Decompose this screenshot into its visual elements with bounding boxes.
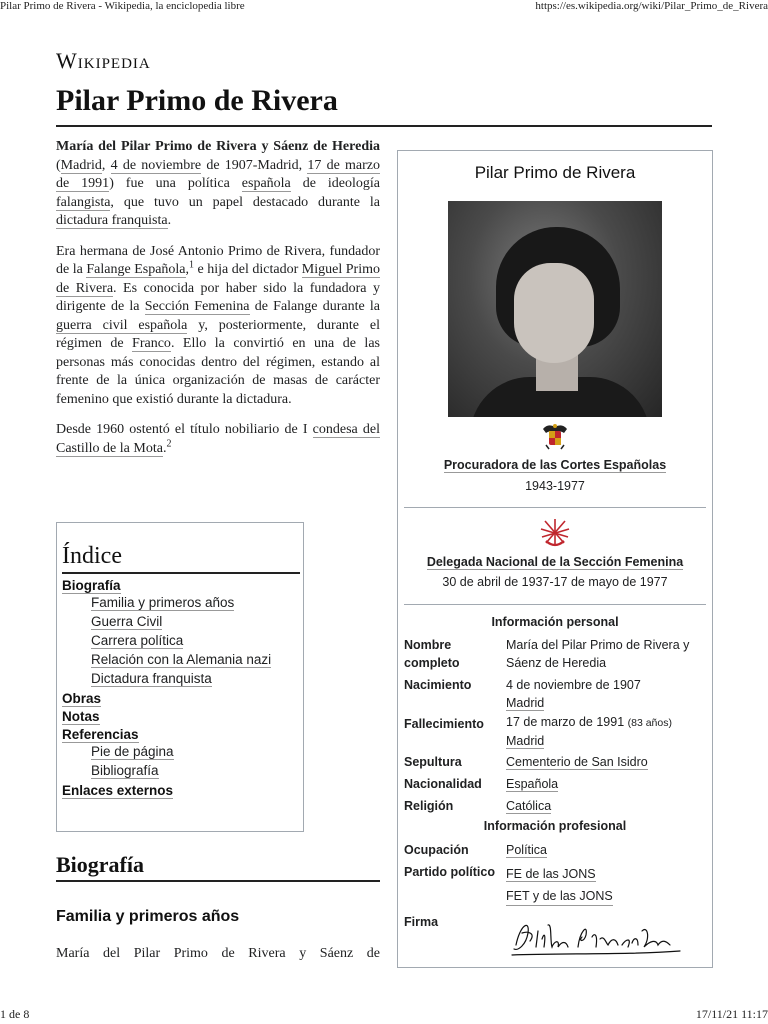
toc-item-obras[interactable]: Obras <box>62 691 102 706</box>
value-nacionalidad <box>506 775 706 793</box>
label-firma: Firma <box>404 915 439 929</box>
lead-paragraph-3: Desde 1960 ostentó el título nobiliario de I condesa del Castillo de la Mota.$^2$ <box>56 422 380 456</box>
label-sepultura: Sepultura <box>404 755 462 769</box>
toc-title: Índice <box>62 543 300 574</box>
link-falangista[interactable]: falangista <box>56 194 111 210</box>
value-nombre: María del Pilar Primo de Rivera y Sáenz de Heredia <box>506 638 690 670</box>
link-miguel-primo-de-rivera[interactable]: Miguel Primo de Rivera <box>56 262 380 296</box>
reference-1[interactable]: 1 <box>189 259 195 271</box>
infobox-group-profesional: Información profesional <box>483 819 627 833</box>
portrait-photo[interactable] <box>448 201 662 417</box>
body-text: María del Pilar Primo de Rivera y Sáenz de <box>56 946 380 961</box>
link-4-noviembre[interactable]: 4 de noviembre <box>110 157 202 173</box>
infobox <box>397 150 713 968</box>
link-17-marzo-1991[interactable]: 17 de marzo de 1991 <box>56 157 380 191</box>
subject-name: María del Pilar Primo de Rivera y Sáenz de Heredia <box>56 139 380 154</box>
link-fet-jons[interactable]: FET y de las JONS <box>506 887 613 906</box>
age-at-death: (83 años) <box>627 717 672 729</box>
label-nacimiento: Nacimiento <box>404 678 472 692</box>
value-religion <box>506 797 706 815</box>
section-heading-biografia: Biografía <box>56 852 380 882</box>
infobox-group-personal: Información personal <box>491 615 619 629</box>
print-header-title: Pilar Primo de Rivera - Wikipedia, la enciclopedia libre <box>0 0 245 12</box>
value-partido <box>506 865 706 906</box>
infobox-divider <box>404 604 706 605</box>
value-fallecimiento: 17 de marzo de 1991 (83 años) Madrid <box>506 715 672 748</box>
toc-item-enlaces-externos[interactable]: Enlaces externos <box>62 783 174 798</box>
infobox-title: Pilar Primo de Rivera <box>474 163 636 182</box>
link-nacimiento-madrid[interactable]: Madrid <box>506 696 545 710</box>
print-footer <box>0 1008 768 1024</box>
label-partido: Partido político <box>404 865 495 879</box>
toc-item-familia[interactable]: Familia y primeros años <box>91 595 235 610</box>
toc-item-relacion-alemania[interactable]: Relación con la Alemania nazi <box>91 652 272 667</box>
value-sepultura <box>506 753 706 771</box>
toc-item-notas[interactable]: Notas <box>62 709 100 724</box>
lead-section <box>56 138 380 470</box>
lead-paragraph-2: Era hermana de José Antonio Primo de Rivera, fundador de la Falange Española,$^1$ e hija del dictador Miguel Primo de Rivera. Es conocida por haber sido la fundadora y dirigente de la Sección Femenina de Falange durante la guerra civil española y, posteriormente, durante el régimen de Franco. Ello la convirtió en una de las personas más conocidas dentro del régimen, estando al frente de la única organización de masas de carácter femenino que existió durante la dictadura. <box>56 243 380 407</box>
coat-of-arms-icon[interactable] <box>540 421 570 451</box>
page-title: Pilar Primo de Rivera <box>56 84 338 117</box>
link-dictadura-franquista[interactable]: dictadura franquista <box>56 213 168 228</box>
infobox-role-delegada-dates: 30 de abril de 1937-17 de mayo de 1977 <box>442 575 668 589</box>
link-catolica[interactable]: Católica <box>506 799 552 813</box>
link-cementerio[interactable]: Cementerio de San Isidro <box>506 755 648 769</box>
page-counter: 1 de 8 <box>0 1007 30 1021</box>
lead-paragraph-1: María del Pilar Primo de Rivera y Sáenz de Heredia (Madrid, 4 de noviembre de 1907-Madrid, 17 de marzo de 1991) fue una política española de ideología falangista, que tuvo un papel destacado durante la dictadura franquista. <box>56 139 381 228</box>
value-nacimiento: 4 de noviembre de 1907 Madrid <box>506 678 641 710</box>
table-of-contents <box>56 522 304 832</box>
infobox-role-procuradora[interactable]: Procuradora de las Cortes Españolas <box>443 458 667 472</box>
link-madrid[interactable]: Madrid <box>60 157 102 173</box>
print-header <box>0 0 768 14</box>
label-fallecimiento: Fallecimiento <box>404 717 484 731</box>
wikipedia-wordmark[interactable]: Wikipedia <box>56 48 151 73</box>
link-espanola[interactable]: española <box>241 176 291 191</box>
toc-list <box>62 578 298 798</box>
toc-item-carrera-politica[interactable]: Carrera política <box>91 633 184 648</box>
link-seccion-femenina[interactable]: Sección Femenina <box>144 299 250 314</box>
subsection-heading-familia: Familia y primeros años <box>56 908 240 925</box>
toc-item-bibliografia[interactable]: Bibliografía <box>91 763 159 778</box>
link-franco[interactable]: Franco <box>132 336 171 351</box>
reference-2[interactable]: 2 <box>166 437 172 449</box>
infobox-role-delegada[interactable]: Delegada Nacional de la Sección Femenina <box>426 555 684 569</box>
toc-item-biografia[interactable]: Biografía <box>62 578 121 593</box>
link-fe-jons[interactable]: FE de las JONS <box>506 867 596 881</box>
toc-item-dictadura[interactable]: Dictadura franquista <box>91 671 212 686</box>
link-condesa-castillo-mota[interactable]: condesa del Castillo de la Mota <box>56 422 380 456</box>
link-fallecimiento-madrid[interactable]: Madrid <box>506 734 545 748</box>
infobox-role-procuradora-dates: 1943-1977 <box>525 479 585 493</box>
link-espanola[interactable]: Española <box>506 777 559 791</box>
label-nacionalidad: Nacionalidad <box>404 777 482 791</box>
print-header-url[interactable]: https://es.wikipedia.org/wiki/Pilar_Primo_de_Rivera <box>535 0 768 12</box>
toc-item-referencias[interactable]: Referencias <box>62 727 139 742</box>
toc-item-pie-de-pagina[interactable]: Pie de página <box>91 744 174 759</box>
infobox-divider <box>404 507 706 508</box>
link-guerra-civil[interactable]: guerra civil española <box>56 317 188 333</box>
signature-image[interactable] <box>508 911 688 961</box>
link-falange-espanola[interactable]: Falange Española <box>86 262 186 277</box>
label-nombre: Nombre completo <box>404 638 460 670</box>
link-politica[interactable]: Política <box>506 843 547 857</box>
yoke-and-arrows-icon[interactable] <box>538 515 572 551</box>
print-datetime: 17/11/21 11:17 <box>695 1007 768 1021</box>
title-divider <box>56 125 712 127</box>
label-ocupacion: Ocupación <box>404 843 469 857</box>
value-ocupacion <box>506 841 706 859</box>
label-religion: Religión <box>404 799 454 813</box>
toc-item-guerra-civil[interactable]: Guerra Civil <box>91 614 163 629</box>
